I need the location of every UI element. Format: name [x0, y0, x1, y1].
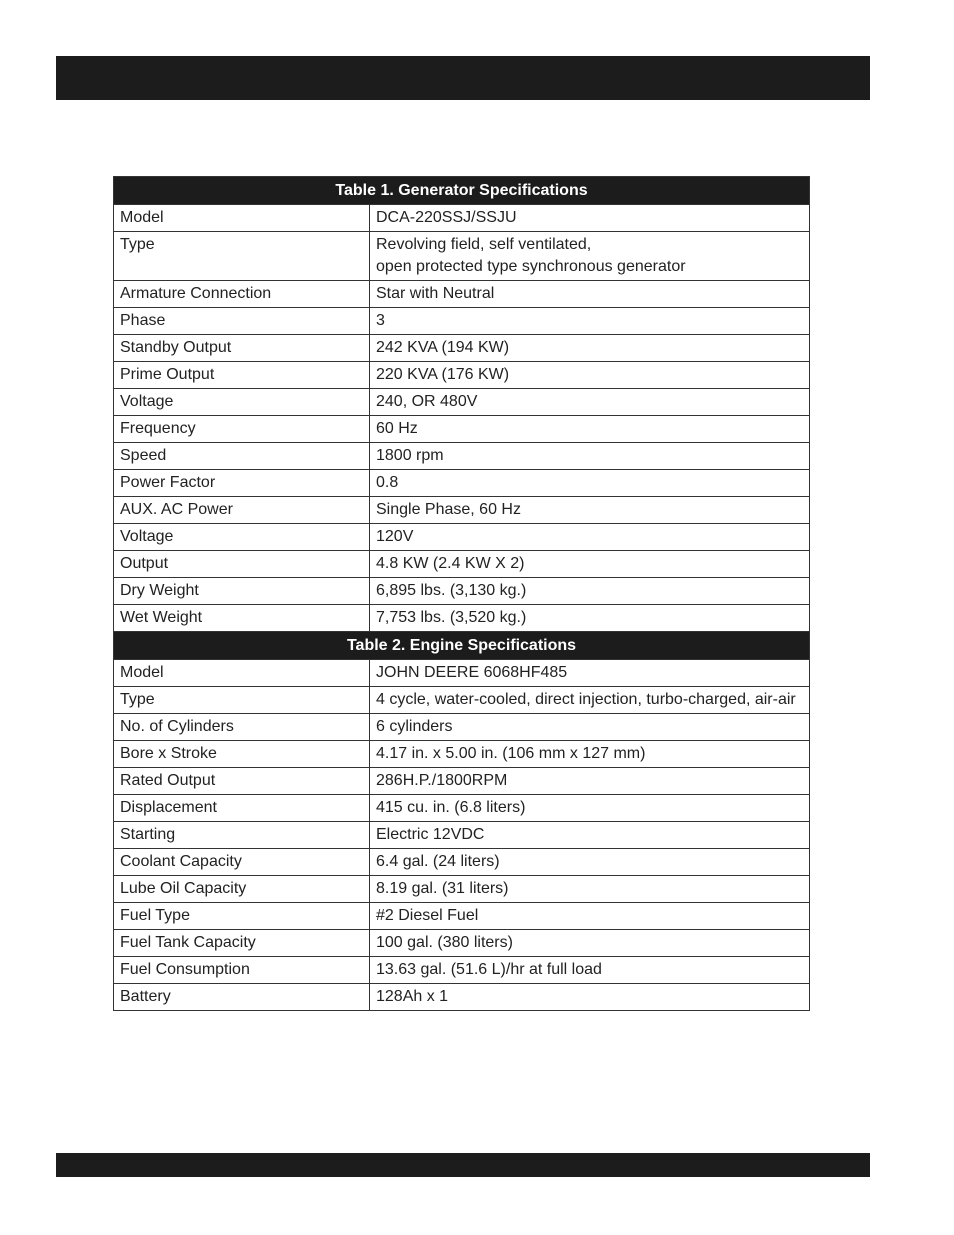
table-row — [114, 389, 810, 416]
spec-value: JOHN DEERE 6068HF485 — [370, 660, 810, 687]
table-row — [114, 205, 810, 232]
table-row — [114, 930, 810, 957]
spec-value: 60 Hz — [370, 416, 810, 443]
spec-value: 6,895 lbs. (3,130 kg.) — [370, 578, 810, 605]
table-title-row — [114, 177, 810, 205]
spec-value: 4.8 KW (2.4 KW X 2) — [370, 551, 810, 578]
table-row — [114, 660, 810, 687]
engine-specifications — [114, 632, 810, 1011]
spec-value — [370, 232, 810, 281]
spec-value: 242 KVA (194 KW) — [370, 335, 810, 362]
spec-label: Speed — [114, 443, 370, 470]
table-row — [114, 822, 810, 849]
spec-value: Single Phase, 60 Hz — [370, 497, 810, 524]
table-row — [114, 605, 810, 632]
table-row — [114, 714, 810, 741]
spec-value: 7,753 lbs. (3,520 kg.) — [370, 605, 810, 632]
spec-value: 1800 rpm — [370, 443, 810, 470]
spec-label: Battery — [114, 984, 370, 1011]
header-bar — [56, 56, 870, 100]
spec-value: 13.63 gal. (51.6 L)/hr at full load — [370, 957, 810, 984]
spec-label: Prime Output — [114, 362, 370, 389]
spec-value: 4 cycle, water-cooled, direct injection, turbo-charged, air-air — [370, 687, 810, 714]
table-row — [114, 984, 810, 1011]
spec-value: 415 cu. in. (6.8 liters) — [370, 795, 810, 822]
spec-value: 240, OR 480V — [370, 389, 810, 416]
spec-value: 128Ah x 1 — [370, 984, 810, 1011]
spec-value: 286H.P./1800RPM — [370, 768, 810, 795]
spec-value: 100 gal. (380 liters) — [370, 930, 810, 957]
spec-value-line: open protected type synchronous generator — [376, 258, 686, 275]
table-row — [114, 741, 810, 768]
table-row — [114, 335, 810, 362]
table-row — [114, 497, 810, 524]
table-row — [114, 443, 810, 470]
spec-value: 3 — [370, 308, 810, 335]
spec-label: Dry Weight — [114, 578, 370, 605]
spec-label: No. of Cylinders — [114, 714, 370, 741]
table-title-row — [114, 632, 810, 660]
table-row — [114, 308, 810, 335]
table-row — [114, 551, 810, 578]
table-row — [114, 957, 810, 984]
table-row — [114, 232, 810, 281]
spec-label: Model — [114, 205, 370, 232]
table-row — [114, 470, 810, 497]
spec-label: Voltage — [114, 524, 370, 551]
spec-label: Phase — [114, 308, 370, 335]
spec-label: Starting — [114, 822, 370, 849]
table1-title: Table 1. Generator Specifications — [114, 177, 810, 205]
table-row — [114, 524, 810, 551]
spec-label: Armature Connection — [114, 281, 370, 308]
table-row — [114, 768, 810, 795]
table-row — [114, 849, 810, 876]
spec-value: #2 Diesel Fuel — [370, 903, 810, 930]
table-row — [114, 281, 810, 308]
spec-label: AUX. AC Power — [114, 497, 370, 524]
generator-specifications — [114, 177, 810, 632]
spec-label: Standby Output — [114, 335, 370, 362]
spec-label: Frequency — [114, 416, 370, 443]
spec-label: Type — [114, 687, 370, 714]
spec-value: 6 cylinders — [370, 714, 810, 741]
spec-label: Output — [114, 551, 370, 578]
spec-value: Star with Neutral — [370, 281, 810, 308]
table-row — [114, 578, 810, 605]
spec-value: 0.8 — [370, 470, 810, 497]
spec-label: Rated Output — [114, 768, 370, 795]
spec-label: Coolant Capacity — [114, 849, 370, 876]
table-row — [114, 687, 810, 714]
spec-value: 6.4 gal. (24 liters) — [370, 849, 810, 876]
spec-label: Voltage — [114, 389, 370, 416]
spec-value: 220 KVA (176 KW) — [370, 362, 810, 389]
spec-label: Fuel Consumption — [114, 957, 370, 984]
spec-label: Power Factor — [114, 470, 370, 497]
table-row — [114, 795, 810, 822]
table-row — [114, 416, 810, 443]
spec-value: 4.17 in. x 5.00 in. (106 mm x 127 mm) — [370, 741, 810, 768]
spec-value-line: Revolving field, self ventilated, — [376, 236, 592, 253]
table2-title: Table 2. Engine Specifications — [114, 632, 810, 660]
footer-bar — [56, 1153, 870, 1177]
spec-value: 8.19 gal. (31 liters) — [370, 876, 810, 903]
table-row — [114, 903, 810, 930]
spec-table — [113, 176, 810, 1011]
spec-value: 120V — [370, 524, 810, 551]
spec-label: Lube Oil Capacity — [114, 876, 370, 903]
spec-label: Type — [114, 232, 370, 281]
spec-value: Electric 12VDC — [370, 822, 810, 849]
spec-label: Displacement — [114, 795, 370, 822]
spec-label: Fuel Type — [114, 903, 370, 930]
spec-value: DCA-220SSJ/SSJU — [370, 205, 810, 232]
table-row — [114, 876, 810, 903]
table-row — [114, 362, 810, 389]
spec-label: Bore x Stroke — [114, 741, 370, 768]
spec-label: Wet Weight — [114, 605, 370, 632]
spec-label: Fuel Tank Capacity — [114, 930, 370, 957]
spec-label: Model — [114, 660, 370, 687]
